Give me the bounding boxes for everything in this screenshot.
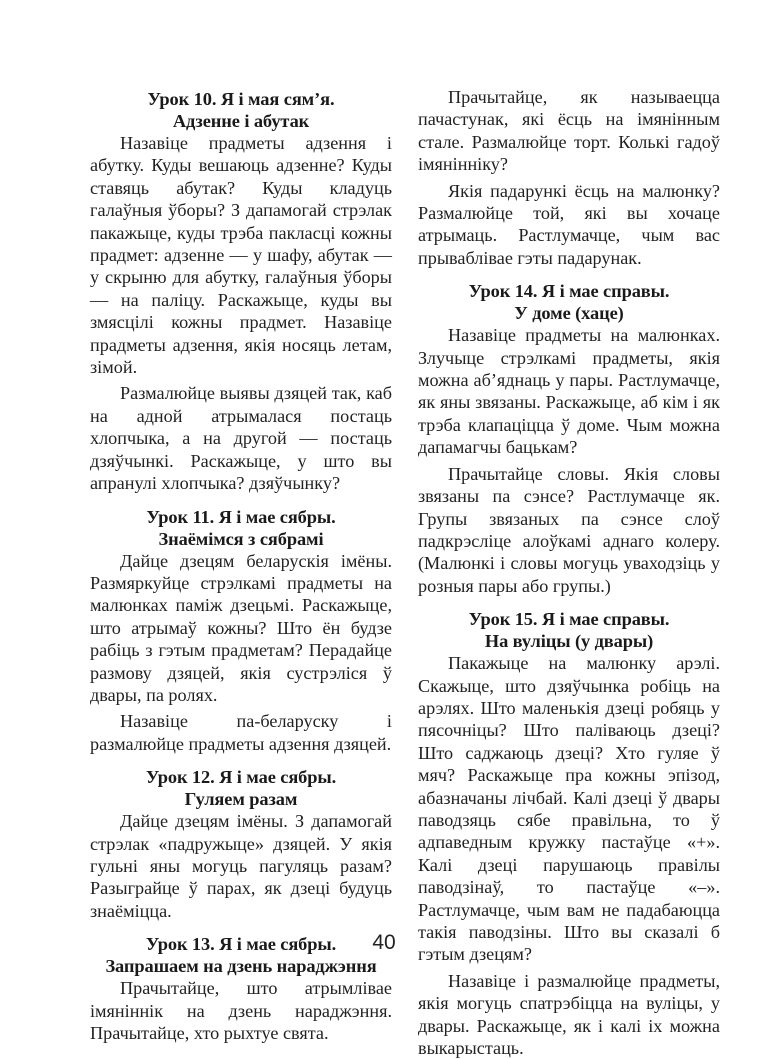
lesson-14-paragraph-2: Прачытайце словы. Якія словы звязаны па сэнсе? Растлумачце як. Групы звязаных па сэнсе слоў падкрэсліце алоўкамі аднаго колеру. (Малюнкі і словы могуць уваходзіць у розныя пары або групы.) [418,463,720,596]
lesson-13-paragraph-3: Якія падарункі ёсць на малюнку? Размалюйце той, які вы хочаце атрымаць. Растлумачце, чым вас прываблівае гэты падарунак. [418,180,720,268]
lesson-10-paragraph-2: Размалюйце выявы дзяцей так, каб на адной атрымалася постаць хлопчыка, а на другой — постаць дзяўчынкі. Раскажыце, у што вы апранулі хлопчыка? дзяўчынку? [90,383,392,494]
lesson-15-paragraph-1: Пакажыце на малюнку арэлі. Скажыце, што дзяўчынка робіць на арэлях. Што маленькія дзеці робяць у пясочніцы? Што паліваюць дзеці? Што саджаюць дзеці? Хто гуляе ў мяч? Раскажыце пра кожны эпізод, абазначаны лічбай. Калі дзеці ў двары паводзяць сябе правільна, то ў адпаведным кружку пастаўце «+». Калі дзеці парушаюць правілы паводзінаў, то пастаўце «–». Растлумачце, чым вам не падабаюцца такія паводзіны. Што вы сказалі б гэтым дзецям? [418,653,720,965]
lesson-13-title-line2: Запрашаем на дзень нараджэння [105,956,377,977]
lesson-10-paragraph-1: Назавіце прадметы адзення і абутку. Куды вешаюць адзенне? Куды ставяць абутак? Куды кладуць галаўныя ўборы? З дапамогай стрэлак пакажыце, куды трэба пакласці кожны прадмет: адзенне — у шафу, абутак — у скрыню для абутку, галаўныя ўборы — на паліцу. Раскажыце, куды вы змясцілі кожны прадмет. Назавіце прадметы адзення, якія носяць летам, зімой. [90,133,392,378]
lesson-11-title-line1: Урок 11. Я і мае сябры. [146,506,336,527]
lesson-15-title-line2: На вуліцы (у двары) [484,631,654,652]
lesson-11-title-line2: Знаёмімся з сябрамі [158,528,324,549]
lesson-14-section [418,280,720,597]
lesson-13-title-line1: Урок 13. Я і мае сябры. [145,934,337,955]
lesson-10-title-line2: Адзенне і абутак [172,111,310,131]
lesson-15-section [418,608,720,1059]
lesson-14-title-line1: Урок 14. Я і мае справы. [468,281,670,302]
lesson-13-paragraph-2: Прачытайце, як называецца пачастунак, які ёсць на імянінным стале. Размалюйце торт. Колькі гадоў імянінніку? [418,87,720,175]
page-number: 40 [372,931,396,954]
lesson-12-title-line1: Урок 12. Я і мае сябры. [145,767,337,788]
lesson-12-paragraph-1: Дайце дзецям імёны. З дапамогай стрэлак «падружыце» дзяцей. У якія гульні яны могуць пагуляць разам? Разыграйце ў парах, як дзеці будуць знаёміцца. [90,811,392,921]
lesson-11-paragraph-1: Дайце дзецям беларускія імёны. Размяркуйце стрэлкамі прадметы на малюнках паміж дзецьмі. Раскажыце, што атрымаў кожны? Што ён будзе рабіць з гэтым прадметам? Перадайце размову дзяцей, якія сустрэліся ў двары, па ролях. [90,550,392,705]
right-column [418,86,720,1059]
lesson-14-title-line2: У доме (хаце) [514,303,624,324]
left-column [90,88,392,1044]
lesson-10-section [90,88,392,495]
lesson-12-section [90,766,392,922]
lesson-12-title-line2: Гуляем разам [184,789,298,810]
lesson-13-paragraph-1: Прачытайце, што атрымлівае імяніннік на дзень нараджэння. Прачытайце, хто рыхтуе свята. [90,978,392,1043]
lesson-11-section [90,506,392,756]
lesson-13-continued-section [418,86,720,269]
lesson-10-title-line1: Урок 10. Я і мая сям’я. [147,89,335,109]
lesson-11-paragraph-2: Назавіце па-беларуску і размалюйце прадметы адзення дзяцей. [90,711,392,754]
lesson-14-paragraph-1: Назавіце прадметы на малюнках. Злучыце стрэлкамі прадметы, якія можна аб’яднаць у пары. Растлумачце, як яны звязаны. Раскажыце, аб кім і як трэба клапаціцца ў доме. Чым можна дапамагчы бацькам? [418,325,720,458]
lesson-15-paragraph-2: Назавіце і размалюйце прадметы, якія могуць спатрэбіцца на вуліцы, у двары. Раскажыце, як і калі іх можна выкарыстаць. [418,970,720,1059]
lesson-15-title-line1: Урок 15. Я і мае справы. [468,609,670,630]
